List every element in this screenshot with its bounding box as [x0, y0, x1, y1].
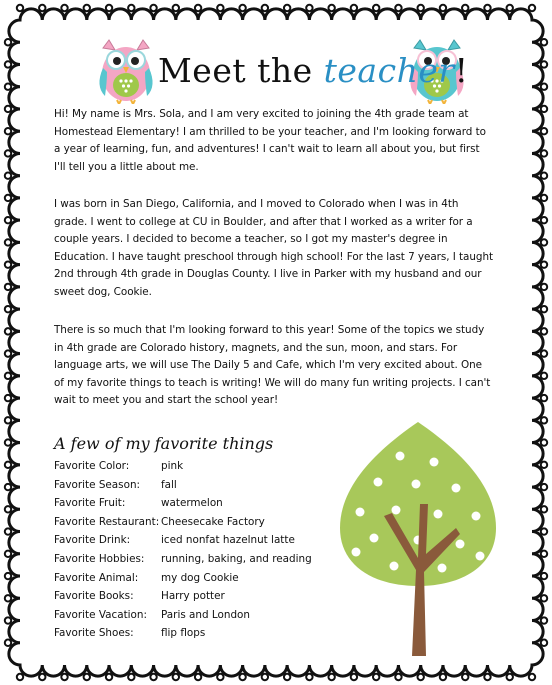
favorite-label: Favorite Drink:: [54, 534, 131, 547]
border-dot: [395, 5, 401, 11]
border-dot: [541, 551, 547, 557]
border-dot: [106, 674, 112, 680]
favorite-item: [54, 587, 354, 606]
border-dot: [440, 674, 446, 680]
border-dot: [5, 573, 11, 579]
border-dot: [462, 5, 468, 11]
border-dot: [5, 239, 11, 245]
border-dot: [373, 5, 379, 11]
border-dot: [484, 674, 490, 680]
border-dot: [541, 195, 547, 201]
favorite-label: Favorite Animal:: [54, 571, 139, 584]
border-dot: [351, 5, 357, 11]
favorite-value: Cheesecake Factory: [161, 515, 265, 528]
border-dot: [541, 506, 547, 512]
border-dot: [239, 5, 245, 11]
favorites-list: [54, 457, 354, 643]
border-dot: [541, 395, 547, 401]
border-dot: [541, 595, 547, 601]
border-dot: [39, 674, 45, 680]
favorite-label: Favorite Vacation:: [54, 608, 147, 621]
border-dot: [173, 674, 179, 680]
favorite-value: Paris and London: [161, 608, 250, 621]
title-text-exclaim: !: [454, 51, 469, 90]
background-paragraph: I was born in San Diego, California, and I moved to Colorado when I was in 4th grade. I went to college at CU in Boulder, and after that I worked as a writer for a couple years. I decided to become a teacher, so I got my master's degree in Education. I have taught preschool through high school! For the last 7 years, I taught 2nd through 4th grade in Douglas County. I live in Parker with my husband and our sweet dog, Cookie.: [54, 198, 494, 298]
border-dot: [5, 439, 11, 445]
border-dot: [173, 5, 179, 11]
border-dot: [262, 674, 268, 680]
border-dot: [328, 674, 334, 680]
border-dot: [484, 5, 490, 11]
border-dot: [306, 674, 312, 680]
school-year-paragraph: There is so much that I'm looking forward to this year! Some of the topics we study in 4th grade are Colorado history, magnets, and the sun, moon, and stars. For language arts, we will use The Daily 5 and Cafe, which I'm very excited about. One of my favorite things to teach is writing! We will do many fun writing projects. I can't wait to meet you and start the school year!: [54, 324, 491, 407]
border-dot: [217, 5, 223, 11]
border-dot: [5, 150, 11, 156]
border-dot: [529, 674, 535, 680]
border-dot: [17, 674, 23, 680]
border-dot: [5, 128, 11, 134]
favorite-value: pink: [161, 460, 184, 472]
border-dot: [5, 484, 11, 490]
border-dot: [150, 674, 156, 680]
border-dot: [328, 5, 334, 11]
border-dot: [373, 674, 379, 680]
border-dot: [5, 195, 11, 201]
border-dot: [5, 551, 11, 557]
border-dot: [128, 674, 134, 680]
border-dot: [284, 674, 290, 680]
border-dot: [529, 5, 535, 11]
favorite-item: [54, 513, 354, 532]
favorite-value: iced nonfat hazelnut latte: [161, 534, 295, 547]
favorite-item: [54, 550, 354, 569]
favorite-label: Favorite Restaurant:: [54, 515, 160, 528]
border-dot: [5, 39, 11, 45]
border-dot: [5, 106, 11, 112]
favorite-label: Favorite Color:: [54, 460, 130, 472]
border-dot: [217, 674, 223, 680]
border-dot: [195, 5, 201, 11]
border-dot: [541, 484, 547, 490]
border-dot: [541, 284, 547, 290]
border-dot: [5, 61, 11, 67]
border-dot: [284, 5, 290, 11]
border-dot: [5, 640, 11, 646]
border-dot: [239, 674, 245, 680]
border-dot: [5, 395, 11, 401]
page-title: [158, 46, 469, 96]
favorite-item: [54, 457, 354, 476]
favorite-value: running, baking, and reading: [161, 552, 312, 565]
border-dot: [541, 306, 547, 312]
title-text-main: Meet the: [158, 51, 324, 90]
title-text-accent: teacher: [323, 51, 455, 90]
border-dot: [150, 5, 156, 11]
favorite-value: watermelon: [161, 497, 223, 510]
border-dot: [84, 5, 90, 11]
border-dot: [5, 462, 11, 468]
border-dot: [541, 150, 547, 156]
border-dot: [5, 328, 11, 334]
border-dot: [541, 573, 547, 579]
border-dot: [5, 172, 11, 178]
border-dot: [541, 39, 547, 45]
favorite-item: [54, 531, 354, 550]
favorite-value: fall: [161, 478, 177, 491]
border-dot: [5, 373, 11, 379]
border-dot: [462, 674, 468, 680]
border-dot: [417, 5, 423, 11]
border-dot: [440, 5, 446, 11]
border-dot: [541, 261, 547, 267]
border-dot: [61, 5, 67, 11]
border-dot: [541, 417, 547, 423]
border-dot: [541, 217, 547, 223]
border-dot: [541, 373, 547, 379]
border-dot: [541, 462, 547, 468]
favorite-value: flip flops: [161, 627, 206, 640]
border-dot: [541, 239, 547, 245]
border-dot: [5, 595, 11, 601]
border-dot: [106, 5, 112, 11]
border-dot: [507, 674, 513, 680]
border-dot: [195, 674, 201, 680]
favorite-value: my dog Cookie: [161, 571, 239, 584]
border-dot: [541, 439, 547, 445]
border-dot: [5, 217, 11, 223]
border-dot: [541, 328, 547, 334]
border-dot: [541, 617, 547, 623]
favorite-item: [54, 476, 354, 495]
border-dot: [5, 528, 11, 534]
favorite-label: Favorite Fruit:: [54, 497, 126, 510]
border-dot: [541, 61, 547, 67]
border-dot: [541, 84, 547, 90]
border-dot: [417, 674, 423, 680]
border-dot: [306, 5, 312, 11]
border-dot: [507, 5, 513, 11]
favorite-label: Favorite Season:: [54, 478, 141, 491]
border-dot: [5, 284, 11, 290]
border-dot: [39, 5, 45, 11]
border-dot: [541, 640, 547, 646]
favorite-item: [54, 624, 354, 643]
border-dot: [5, 350, 11, 356]
border-dot: [351, 674, 357, 680]
favorite-label: Favorite Shoes:: [54, 627, 134, 640]
border-dot: [128, 5, 134, 11]
border-dot: [395, 674, 401, 680]
favorites-heading: A few of my favorite things: [54, 434, 274, 453]
border-dot: [541, 350, 547, 356]
border-dot: [262, 5, 268, 11]
favorite-label: Favorite Hobbies:: [54, 552, 145, 565]
pink-owl-icon: [95, 38, 157, 104]
favorite-item: [54, 606, 354, 625]
border-dot: [5, 617, 11, 623]
border-dot: [5, 506, 11, 512]
intro-paragraph: Hi! My name is Mrs. Sola, and I am very excited to joining the 4th grade team at Homestead Elementary! I am thrilled to be your teacher, and I'm looking forward to a year of learning, fun, and adventures! I can't wait to learn all about you, but first I'll tell you a little about me.: [54, 108, 486, 173]
border-dot: [5, 306, 11, 312]
border-dot: [17, 5, 23, 11]
favorite-item: [54, 569, 354, 588]
border-dot: [5, 84, 11, 90]
border-dot: [541, 128, 547, 134]
border-dot: [541, 106, 547, 112]
border-dot: [5, 417, 11, 423]
border-dot: [5, 261, 11, 267]
border-dot: [84, 674, 90, 680]
favorite-value: Harry potter: [161, 590, 225, 603]
favorite-item: [54, 494, 354, 513]
border-dot: [541, 172, 547, 178]
favorite-label: Favorite Books:: [54, 590, 134, 603]
border-dot: [541, 528, 547, 534]
tree-icon: [338, 420, 498, 656]
border-dot: [61, 674, 67, 680]
